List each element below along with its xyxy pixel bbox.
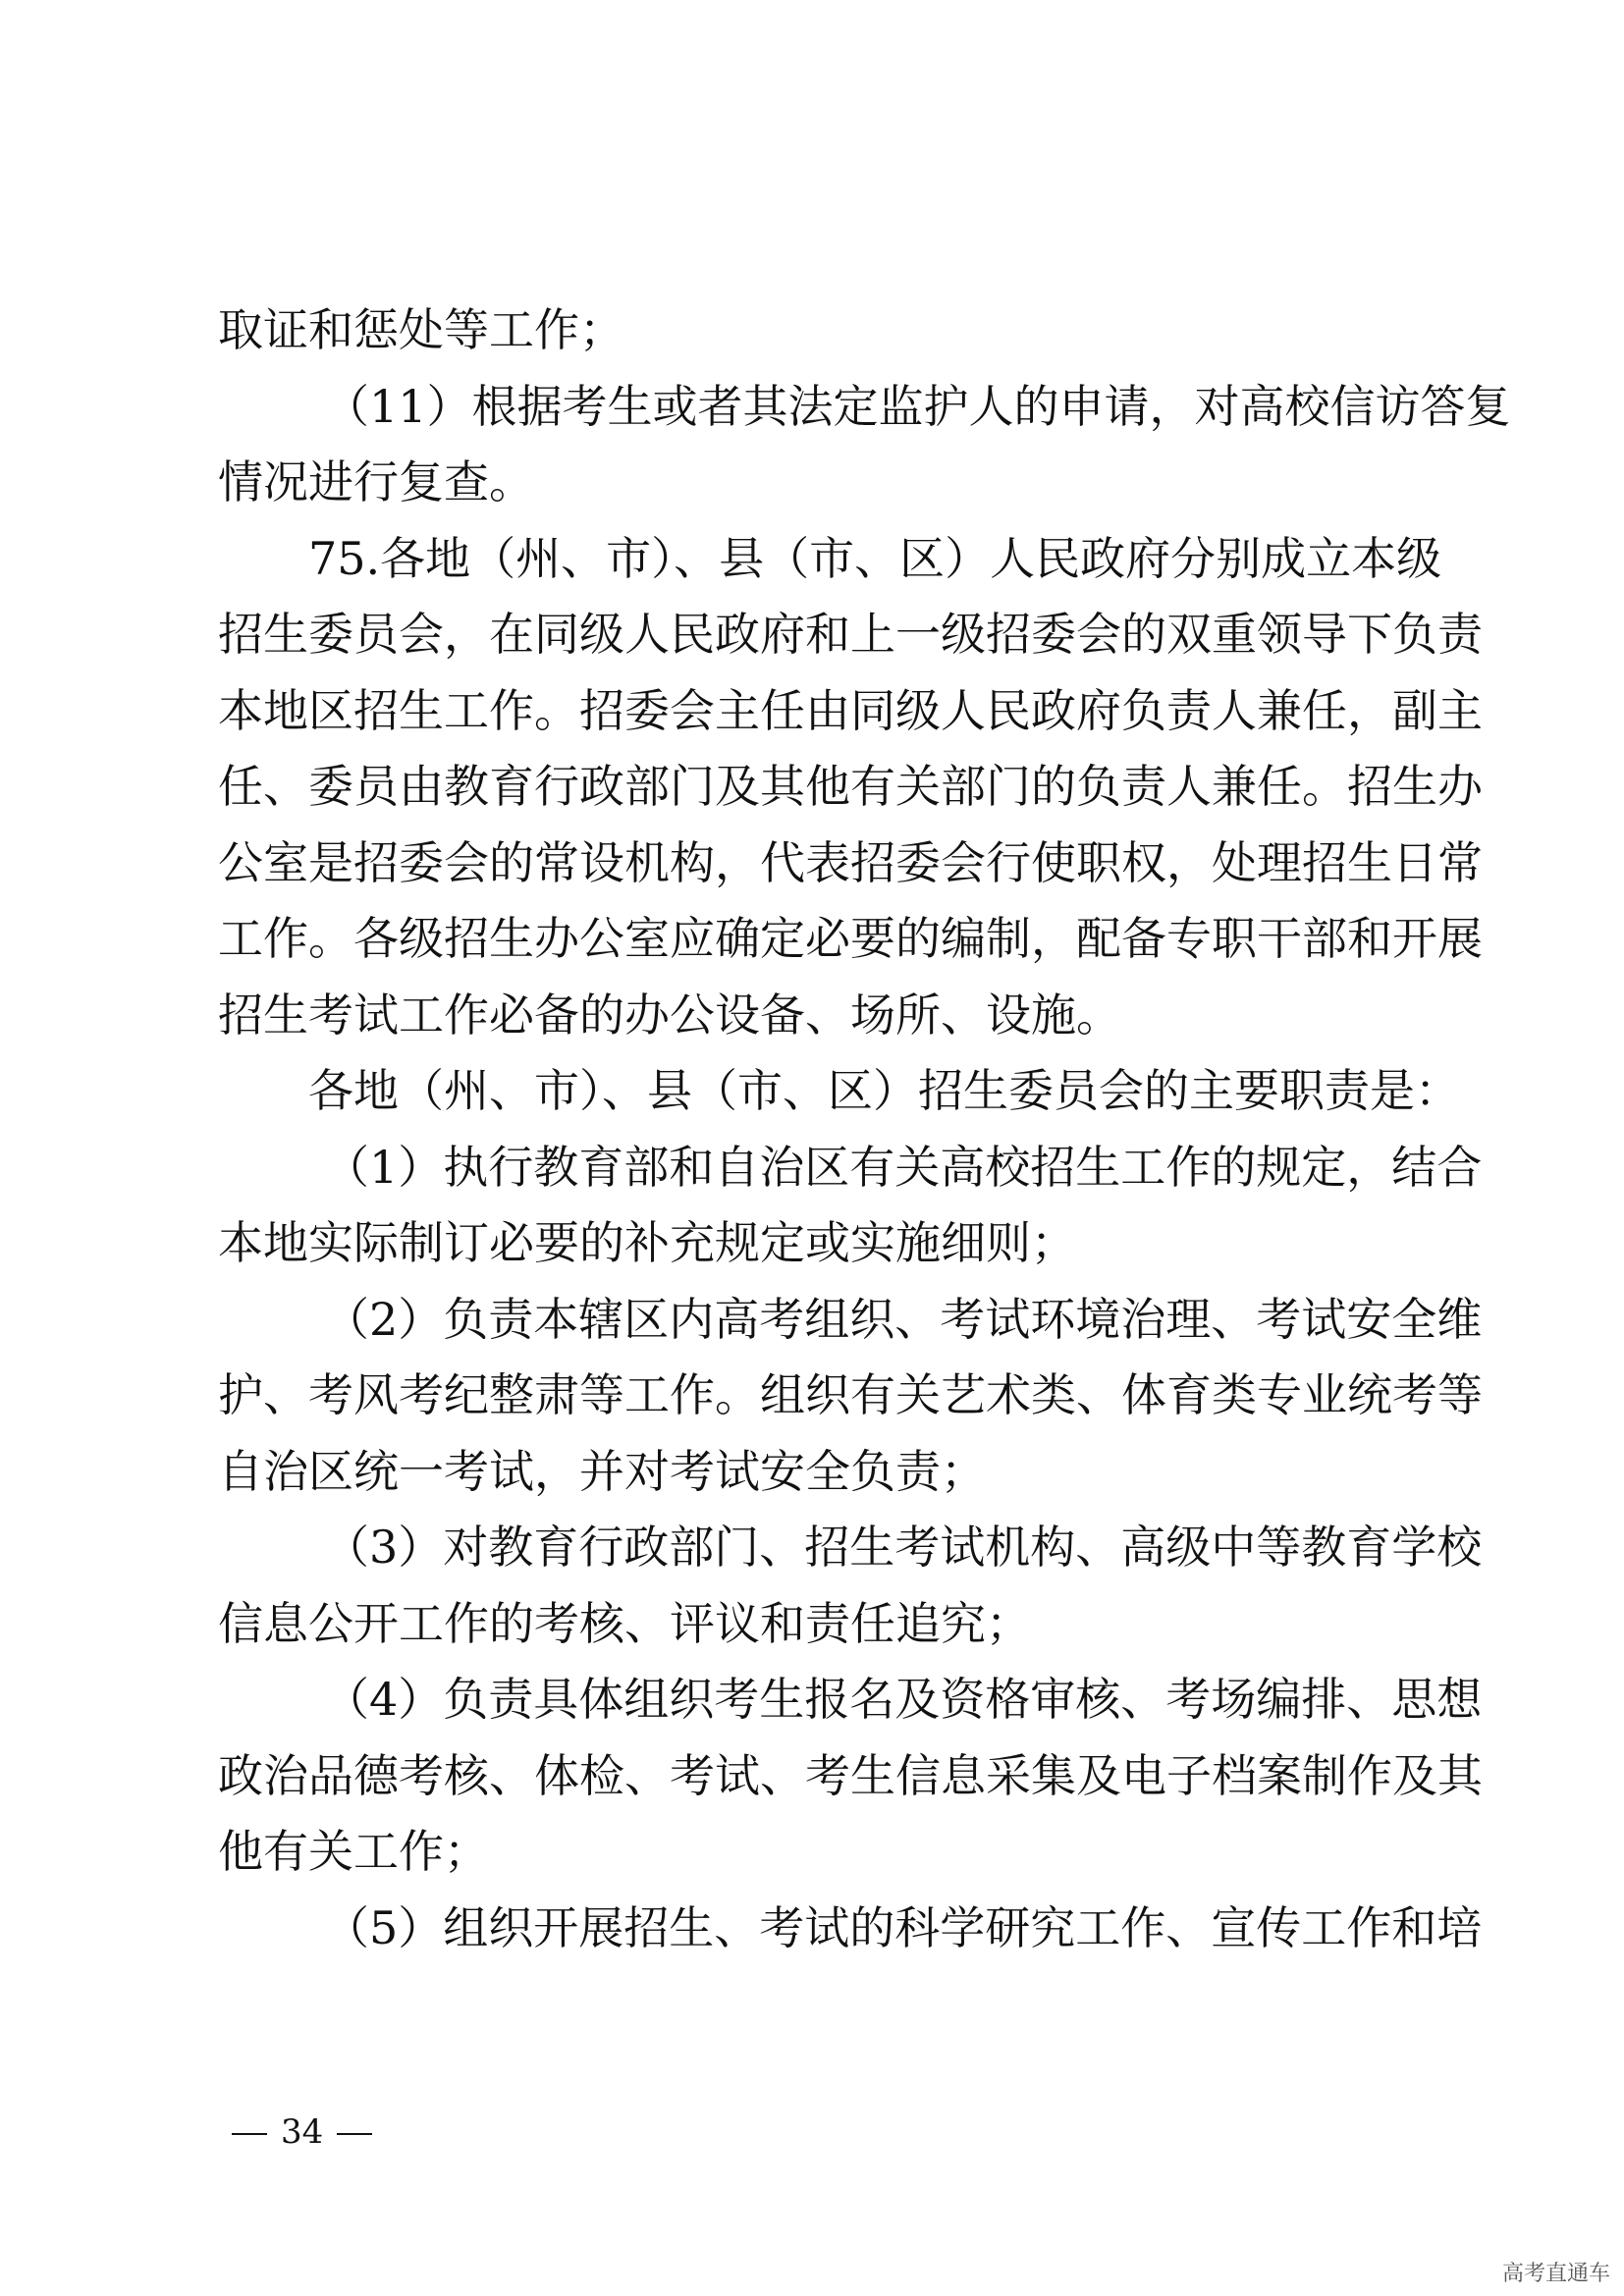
watermark-text: 高考直通车 [1501, 2262, 1610, 2286]
text-line: 本地实际制订必要的补充规定或实施细则； [218, 1216, 1076, 1269]
text-line: 任、委员由教育行政部门及其他有关部门的负责人兼任。招生办 [218, 760, 1483, 813]
text-line: 75.各地（州、市）、县（市、区）人民政府分别成立本级 [308, 531, 1442, 585]
text-line: 本地区招生工作。招委会主任由同级人民政府负责人兼任，副主 [218, 683, 1483, 737]
dash-right [337, 2133, 372, 2135]
text-line: 政治品德考核、体检、考试、考生信息采集及电子档案制作及其 [218, 1748, 1483, 1802]
text-line: （3）对教育行政部门、招生考试机构、高级中等教育学校 [324, 1521, 1483, 1574]
text-line: 招生委员会，在同级人民政府和上一级招委会的双重领导下负责 [218, 608, 1483, 661]
text-line: 信息公开工作的考核、评议和责任追究； [218, 1596, 1031, 1650]
text-line: 取证和惩处等工作； [218, 303, 624, 356]
text-line: 护、考风考纪整肃等工作。组织有关艺术类、体育类专业统考等 [218, 1368, 1483, 1421]
text-line: （5）组织开展招生、考试的科学研究工作、宣传工作和培 [324, 1900, 1483, 1954]
text-line: （11）根据考生或者其法定监护人的申请，对高校信访答复 [324, 379, 1511, 433]
text-line: 各地（州、市）、县（市、区）招生委员会的主要职责是： [308, 1064, 1460, 1117]
text-line: （2）负责本辖区内高考组织、考试环境治理、考试安全维 [324, 1292, 1483, 1346]
body-text [218, 293, 1511, 1966]
text-line: 他有关工作； [218, 1825, 489, 1878]
text-line: 自治区统一考试，并对考试安全负责； [218, 1444, 986, 1498]
page-number: 34 [281, 2112, 324, 2152]
page-number-footer [218, 2112, 386, 2152]
text-line: 公室是招委会的常设机构，代表招委会行使职权，处理招生日常 [218, 835, 1483, 889]
text-line: 招生考试工作必备的办公设备、场所、设施。 [218, 988, 1121, 1041]
dash-left [232, 2133, 267, 2135]
text-line: 工作。各级招生办公室应确定必要的编制，配备专职干部和开展 [218, 912, 1483, 965]
text-line: （4）负责具体组织考生报名及资格审核、考场编排、思想 [324, 1673, 1483, 1726]
text-line: （1）执行教育部和自治区有关高校招生工作的规定，结合 [324, 1140, 1483, 1194]
text-line: 情况进行复查。 [218, 455, 534, 508]
